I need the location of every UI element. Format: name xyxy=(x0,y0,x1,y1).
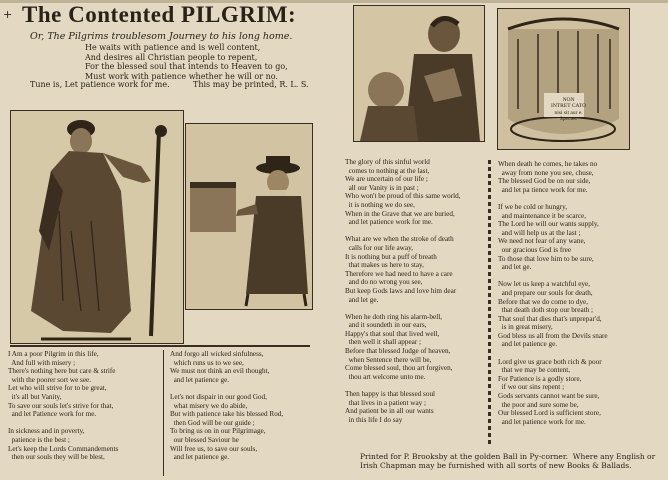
subtitle: Or, The Pilgrims troublesom Journey to his long home. xyxy=(30,31,293,42)
verse-right: When death he comes, he takes no away from none you see, chuse, The blessed God be on our side, and let pa tience work for me. If we be cold or hungry, and maintenance it be scarce, The Lord he will our wants supply, and will help us at the last ; We need not fear of any wane, our gracious God is free To those that love him to be sure, and let ge. Now let us keep a watchful eye, and prepare our souls for death, Before that we do come to dye, that death doth stop our breath ; That soul that dies that's unprepar'd, is in great misery, God bless us all from the Devils snare and let patience ge. Lord give us grace both rich & poor that we may be content, For Patience is a godly store, if we our sins repent ; Gods servants cannot want be sure, the poor and sure some be, Our blessed Lord is sufficient store, and let patience work for me. xyxy=(498,160,608,426)
verse-middle: The glory of this sinful world comes to nothing at the last, We are uncertain of our life ; all our Vanity is in past ; Who won't be proud of this same world, it is nothing we do see, When in the Grave that we are buried, and let patience work for me. What are we when the stroke of death calls for our life away, It is nothing but a puff of breath that makes us here to stay, Therefore we had need to have a care and do no wrong you see, But keep Gods laws and love him dear and let ge. When he doth ring his alarm-bell, and it soundeth in our ears, Happy's that soul that lived well, then well it shall appear ; Before that blessed Judge of heaven, when Sentence there will be, Come blessed soul, thou art forgiven, thou art welcome unto me. Then happy is that blessed soul that lives in a patient way ; And patient be in all our wants in this life I do say xyxy=(345,158,461,424)
verse-left-b: And forgo all wicked sinfulness, which runs us to we see, We must not think an evil thought, and let patience ge. Let's not dispair in our good God, what misery we do abide, But with patience take his blessed Rod, then God will be our guide ; To bring us on in our Pilgrimage, our blessed Saviour he Will free us, to save our souls, and let patience ge. xyxy=(170,350,284,462)
ornament-divider xyxy=(488,160,491,445)
colophon: Printed for P. Brooksby at the golden Ball in Py-corner. Where any English or Irish Chapman may be furnished with all sorts of new Books & Ballads. xyxy=(360,452,656,470)
cross-mark: + xyxy=(3,8,13,21)
column-divider xyxy=(163,350,164,476)
woodcut-pilgrim xyxy=(10,110,184,344)
tune-line: Tune is, Let patience work for me. xyxy=(30,80,170,89)
printed-line: This may be printed, R. L. S. xyxy=(193,80,309,89)
woodcut-two-figures xyxy=(353,5,485,142)
seated-man-illustration xyxy=(186,124,312,309)
pilgrim-illustration xyxy=(11,111,183,343)
intro-lines: He waits with patience and is well content, And desires all Christian people to repent, For the blessed soul that intends to Heaven to go, Must work with patience whether he will or no. xyxy=(85,43,288,81)
theatre-illustration xyxy=(498,9,629,149)
woodcut-seated-man xyxy=(185,123,313,310)
page-title: The Contented PILGRIM: xyxy=(22,2,297,27)
woodcut-theatre xyxy=(497,8,630,150)
two-figures-illustration xyxy=(354,6,484,141)
verse-left-a: I Am a poor Pilgrim in this life, And full with misery ; There's nothing here but care & strife with the poorer sort we see. Let who will strive for to be great, it's all but Vanity, To save our souls let's strive for that, and let Patience work for me. In sickness and in poverty, patience is the best ; Let's keep the Lords Commandements then our souls they will be blest, xyxy=(8,350,119,462)
theatre-caption: NON INTRET CATO nisi sit aur e. Spectet. xyxy=(551,97,587,122)
column-rule xyxy=(10,345,310,347)
